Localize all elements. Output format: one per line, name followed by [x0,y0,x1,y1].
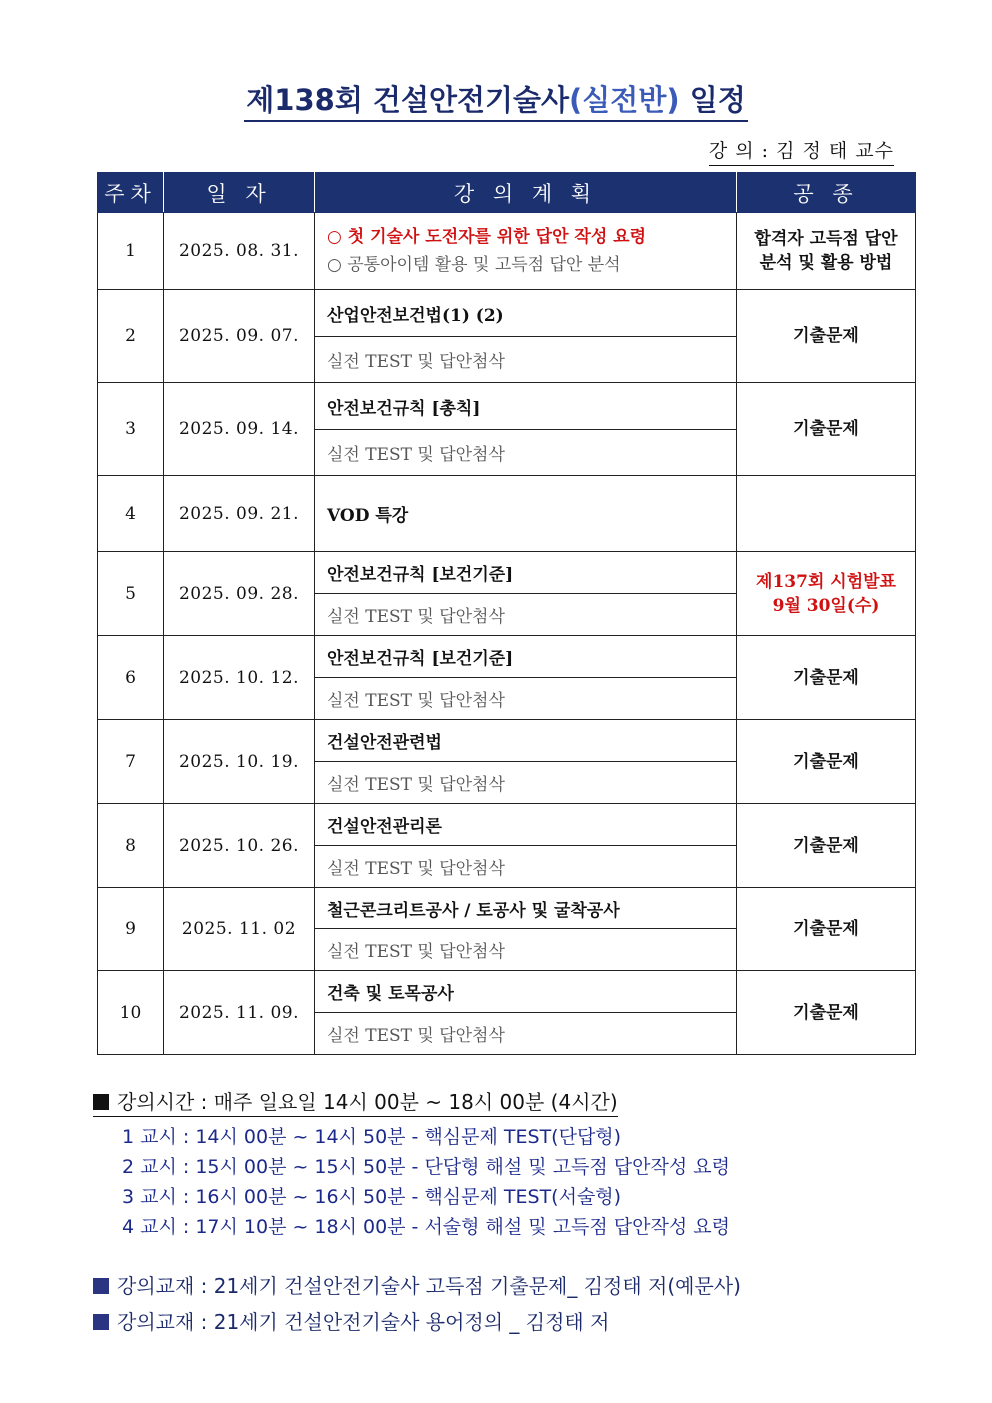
schedule-table [97,172,916,1055]
square-bullet-icon [93,1094,109,1110]
week-cell: 6 [98,636,164,720]
table-row [98,383,916,430]
lecture-hours [93,1086,618,1117]
type-cell: 기출문제 [737,290,916,383]
date-cell: 2025. 08. 31. [164,213,315,290]
date-cell: 2025. 10. 12. [164,636,315,720]
week-cell: 2 [98,290,164,383]
plan-cell: 안전보건규칙 [보건기준] [315,552,737,594]
week-cell: 4 [98,476,164,552]
plan-cell: 실전 TEST 및 답안첨삭 [315,337,737,383]
textbook-text: 강의교재 : 21세기 건설안전기술사 고득점 기출문제_ 김정태 저(예문사) [117,1274,741,1298]
table-row [98,476,916,552]
type-cell: 합격자 고득점 답안 분석 및 활용 방법 [737,213,916,290]
table-row [98,290,916,337]
plan-cell: 안전보건규칙 [총칙] [315,383,737,430]
textbook-text: 강의교재 : 21세기 건설안전기술사 용어정의 _ 김정태 저 [117,1310,610,1334]
table-row [98,804,916,846]
week-cell: 9 [98,888,164,971]
table-row [98,720,916,762]
plan-cell [315,213,737,290]
week-cell: 5 [98,552,164,636]
plan-cell: 건설안전관련법 [315,720,737,762]
plan-cell: 실전 TEST 및 답안첨삭 [315,762,737,804]
plan-cell: 철근콘크리트공사 / 토공사 및 굴착공사 [315,888,737,929]
period-line: 1 교시 : 14시 00분 ~ 14시 50분 - 핵심문제 TEST(단답형) [122,1126,622,1148]
table-row [98,888,916,929]
type-cell: 기출문제 [737,720,916,804]
plan-cell: 건설안전관리론 [315,804,737,846]
date-cell: 2025. 11. 02 [164,888,315,971]
table-row [98,971,916,1013]
plan-line: ○ 첫 기술사 도전자를 위한 답안 작성 요령 [327,227,647,247]
date-cell: 2025. 09. 14. [164,383,315,476]
period-line: 2 교시 : 15시 00분 ~ 15시 50분 - 단답형 해설 및 고득점 답안작성 요령 [122,1156,730,1178]
date-cell: 2025. 09. 28. [164,552,315,636]
plan-cell: 산업안전보건법(1) (2) [315,290,737,337]
plan-cell: 실전 TEST 및 답안첨삭 [315,1013,737,1055]
table-row [98,552,916,594]
type-cell: 기출문제 [737,636,916,720]
plan-cell: 실전 TEST 및 답안첨삭 [315,929,737,971]
plan-cell: VOD 특강 [315,476,737,552]
title-accent: (실전반) [569,83,680,117]
type-cell: 기출문제 [737,383,916,476]
plan-line: ○ 공통아이템 활용 및 고득점 답안 분석 [327,255,621,275]
header-week: 주차 [98,173,164,213]
date-cell: 2025. 09. 21. [164,476,315,552]
table-header-row [98,173,916,213]
type-cell [737,476,916,552]
square-bullet-icon [93,1314,109,1330]
plan-cell: 안전보건규칙 [보건기준] [315,636,737,678]
week-cell: 7 [98,720,164,804]
date-cell: 2025. 10. 26. [164,804,315,888]
plan-cell: 건축 및 토목공사 [315,971,737,1013]
plan-cell: 실전 TEST 및 답안첨삭 [315,594,737,636]
page-title [0,78,992,119]
plan-cell: 실전 TEST 및 답안첨삭 [315,846,737,888]
plan-cell: 실전 TEST 및 답안첨삭 [315,430,737,476]
type-cell: 제137회 시험발표 9월 30일(수) [737,552,916,636]
plan-cell: 실전 TEST 및 답안첨삭 [315,678,737,720]
date-cell: 2025. 09. 07. [164,290,315,383]
header-date: 일 자 [164,173,315,213]
week-cell: 3 [98,383,164,476]
textbook-line [93,1306,609,1335]
lecturer-label: 강 의 : 김 정 태 교수 [709,136,894,166]
type-cell: 기출문제 [737,971,916,1055]
week-cell: 8 [98,804,164,888]
title-suffix: 일정 [679,83,746,117]
square-bullet-icon [93,1278,109,1294]
type-cell: 기출문제 [737,804,916,888]
type-cell: 기출문제 [737,888,916,971]
table-row [98,636,916,678]
lecture-hours-text: 강의시간 : 매주 일요일 14시 00분 ~ 18시 00분 (4시간) [117,1090,618,1114]
textbook-line [93,1270,741,1299]
header-plan: 강 의 계 획 [315,173,737,213]
week-cell: 10 [98,971,164,1055]
date-cell: 2025. 11. 09. [164,971,315,1055]
date-cell: 2025. 10. 19. [164,720,315,804]
title-prefix: 제138회 건설안전기술사 [246,83,570,117]
table-row [98,213,916,290]
header-type: 공 종 [737,173,916,213]
period-line: 3 교시 : 16시 00분 ~ 16시 50분 - 핵심문제 TEST(서술형) [122,1186,622,1208]
period-line: 4 교시 : 17시 10분 ~ 18시 00분 - 서술형 해설 및 고득점 답안작성 요령 [122,1216,730,1238]
week-cell: 1 [98,213,164,290]
